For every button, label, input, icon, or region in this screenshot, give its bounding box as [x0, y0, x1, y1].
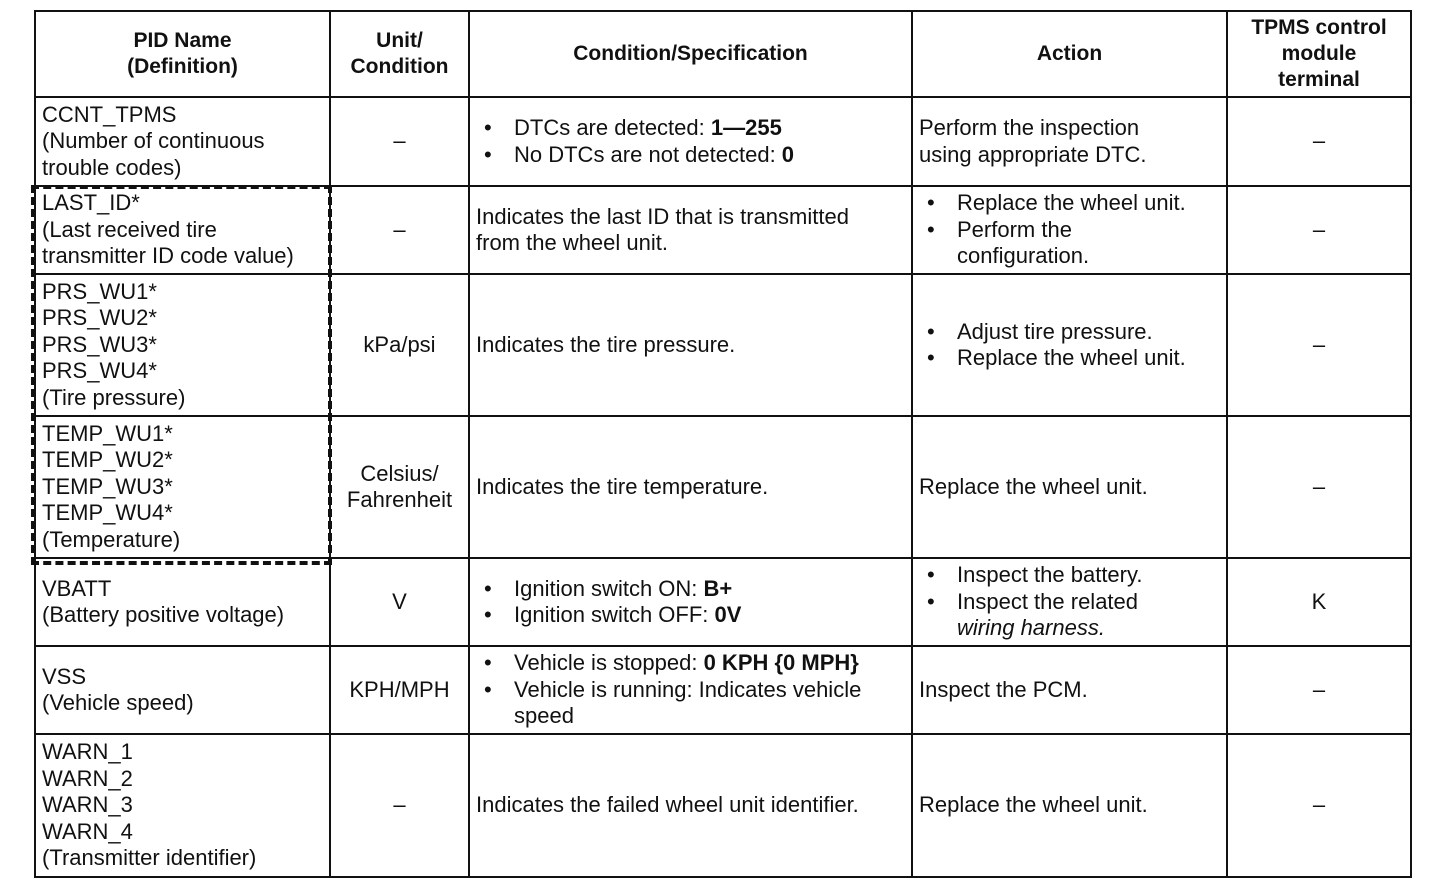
condition-cell	[469, 646, 912, 734]
unit-line: Fahrenheit	[346, 487, 453, 512]
table-row	[35, 734, 1411, 877]
terminal-cell: –	[1227, 646, 1411, 734]
header-action: Action	[912, 11, 1227, 97]
table-row	[35, 97, 1411, 186]
condition-bullet: • Vehicle is running: Indicates vehicle speed	[476, 677, 905, 730]
action-cell	[912, 186, 1227, 274]
condition-bullet: • Ignition switch ON: B+	[476, 576, 905, 603]
pid-cell	[35, 646, 330, 734]
action-cell	[912, 97, 1227, 186]
pid-cell	[35, 186, 330, 274]
pid-line: (Transmitter identifier)	[42, 845, 257, 871]
terminal-cell: –	[1227, 97, 1411, 186]
unit-cell: –	[330, 734, 469, 877]
pid-line: CCNT_TPMS	[42, 101, 177, 127]
terminal-cell: –	[1227, 274, 1411, 416]
pid-cell	[35, 416, 330, 558]
pid-line: LAST_ID*	[42, 190, 140, 216]
pid-line: TEMP_WU4*	[42, 500, 173, 526]
condition-cell	[469, 734, 912, 877]
header-row	[35, 11, 1411, 97]
unit-line: Celsius/	[360, 460, 439, 486]
action-bullet: • Inspect the related wiring harness.	[919, 589, 1220, 642]
pid-line: TEMP_WU2*	[42, 447, 173, 473]
unit-cell: V	[330, 558, 469, 646]
table-row	[35, 186, 1411, 274]
condition-cell	[469, 558, 912, 646]
action-line: Inspect the PCM.	[919, 676, 1088, 702]
pid-line: VSS	[42, 663, 87, 689]
pid-line: TEMP_WU3*	[42, 473, 173, 499]
header-terminal-line3: terminal	[1278, 68, 1360, 91]
header-pid-name	[35, 11, 330, 97]
pid-line: PRS_WU1*	[42, 278, 157, 304]
pid-line: PRS_WU3*	[42, 331, 157, 357]
condition-bullet: • No DTCs are not detected: 0	[476, 142, 905, 169]
header-pid-line2: (Definition)	[127, 55, 238, 78]
pid-line: (Temperature)	[42, 526, 181, 552]
action-bullet: • Replace the wheel unit.	[919, 345, 1220, 372]
action-bullet: • Perform the configuration.	[919, 217, 1220, 270]
header-pid-line1: PID Name	[133, 29, 232, 52]
pid-line: WARN_1	[42, 739, 133, 765]
header-unit-line2: Condition	[350, 55, 449, 78]
action-cell	[912, 646, 1227, 734]
header-unit-line1: Unit/	[376, 29, 423, 52]
pid-line: TEMP_WU1*	[42, 420, 173, 446]
condition-line: Indicates the last ID that is transmitted	[476, 203, 849, 229]
action-cell	[912, 274, 1227, 416]
pid-line: WARN_2	[42, 765, 133, 791]
condition-line: Indicates the tire temperature.	[476, 473, 769, 499]
pid-cell	[35, 274, 330, 416]
header-unit	[330, 11, 469, 97]
condition-bullet: • Vehicle is stopped: 0 KPH {0 MPH}	[476, 650, 905, 677]
pid-line: (Vehicle speed)	[42, 690, 194, 715]
pid-cell	[35, 734, 330, 877]
condition-bullet: • DTCs are detected: 1—255	[476, 115, 905, 142]
pid-line: PRS_WU2*	[42, 305, 157, 331]
table-row	[35, 558, 1411, 646]
pid-line: WARN_4	[42, 818, 133, 844]
action-cell	[912, 734, 1227, 877]
action-cell	[912, 416, 1227, 558]
pid-line: VBATT	[42, 575, 112, 601]
header-terminal-line1: TPMS control	[1251, 16, 1387, 39]
table-row	[35, 646, 1411, 734]
condition-cell	[469, 274, 912, 416]
terminal-cell: K	[1227, 558, 1411, 646]
header-terminal	[1227, 11, 1411, 97]
condition-cell	[469, 186, 912, 274]
condition-line: Indicates the failed wheel unit identifier.	[476, 792, 859, 818]
unit-cell: –	[330, 97, 469, 186]
pid-line: (Last received tire	[42, 216, 217, 242]
unit-cell: KPH/MPH	[330, 646, 469, 734]
pid-table	[34, 10, 1412, 878]
action-bullet: • Adjust tire pressure.	[919, 319, 1220, 346]
condition-cell	[469, 97, 912, 186]
pid-cell	[35, 97, 330, 186]
pid-line: transmitter ID code value)	[42, 243, 294, 269]
terminal-cell: –	[1227, 416, 1411, 558]
pid-cell	[35, 558, 330, 646]
action-line: Perform the inspection	[919, 115, 1140, 140]
condition-line: from the wheel unit.	[476, 230, 668, 255]
pid-line: (Number of continuous	[42, 128, 265, 154]
header-condition: Condition/Specification	[469, 11, 912, 97]
action-line: Replace the wheel unit.	[919, 473, 1148, 499]
table-row	[35, 416, 1411, 558]
action-line: Replace the wheel unit.	[919, 792, 1148, 818]
pid-line: (Tire pressure)	[42, 384, 186, 410]
action-line: using appropriate DTC.	[919, 141, 1147, 167]
action-bullet: • Replace the wheel unit.	[919, 190, 1220, 217]
terminal-cell: –	[1227, 186, 1411, 274]
unit-cell	[330, 416, 469, 558]
action-bullet: • Inspect the battery.	[919, 562, 1220, 589]
unit-cell: kPa/psi	[330, 274, 469, 416]
action-cell	[912, 558, 1227, 646]
table-row	[35, 274, 1411, 416]
terminal-cell: –	[1227, 734, 1411, 877]
header-terminal-line2: module	[1281, 42, 1357, 65]
pid-line: (Battery positive voltage)	[42, 602, 285, 627]
condition-line: Indicates the tire pressure.	[476, 331, 736, 357]
unit-cell: –	[330, 186, 469, 274]
condition-cell	[469, 416, 912, 558]
pid-line: WARN_3	[42, 792, 133, 818]
pid-line: trouble codes)	[42, 154, 182, 180]
pid-line: PRS_WU4*	[42, 358, 157, 384]
condition-bullet: • Ignition switch OFF: 0V	[476, 602, 905, 629]
